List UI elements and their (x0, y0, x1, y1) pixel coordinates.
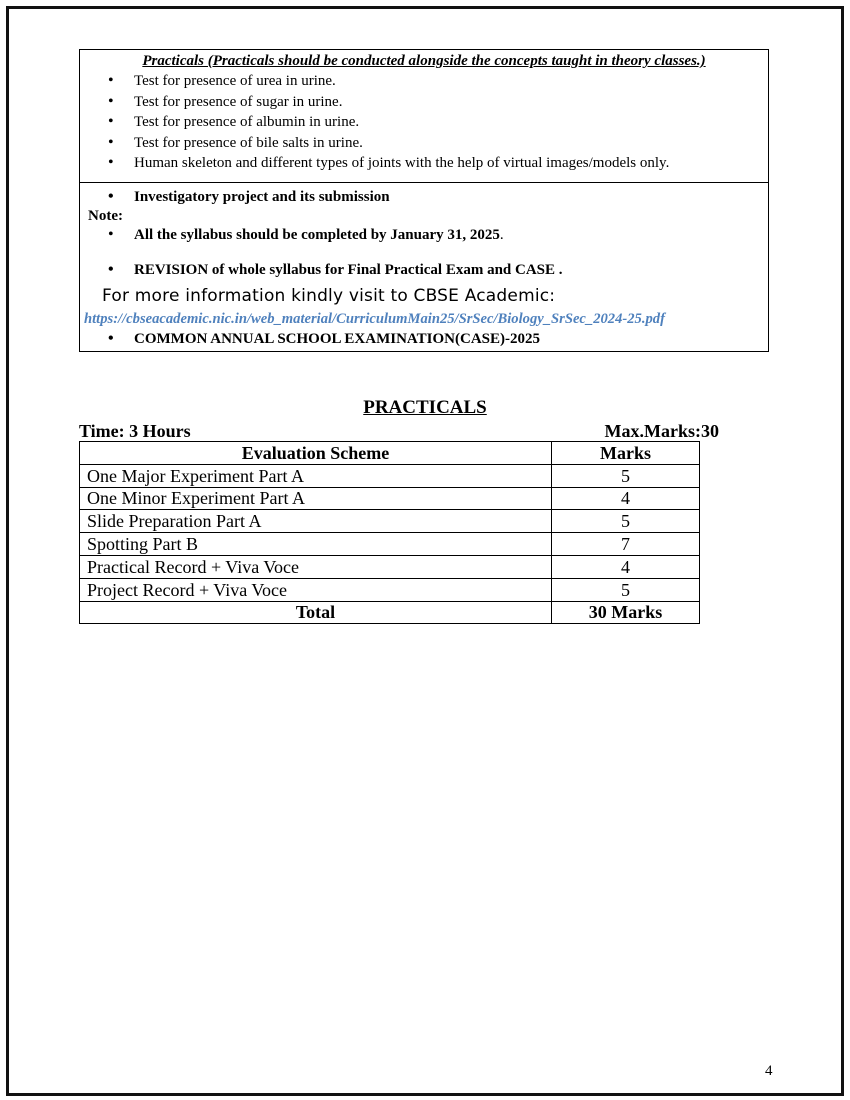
time-label: Time: 3 Hours (79, 421, 191, 441)
case-item: • COMMON ANNUAL SCHOOL EXAMINATION(CASE)-2025 (80, 329, 768, 350)
scheme-cell: Practical Record + Viva Voce (80, 555, 552, 578)
table-header-row (80, 442, 700, 465)
note-label: Note: (88, 208, 123, 224)
list-item: • Test for presence of urea in urine. (80, 71, 768, 92)
total-marks: 30 Marks (552, 601, 700, 624)
marks-cell: 5 (552, 464, 700, 487)
evaluation-scheme-header: Evaluation Scheme (80, 442, 552, 465)
table-row (80, 487, 700, 510)
project-list (80, 187, 768, 208)
list-item: • Test for presence of sugar in urine. (80, 92, 768, 113)
case-list (80, 329, 768, 350)
scheme-cell: Spotting Part B (80, 533, 552, 556)
list-item: • Human skeleton and different types of joints with the help of virtual images/models only. (80, 153, 768, 174)
practicals-list-section (80, 50, 768, 183)
marks-cell: 4 (552, 555, 700, 578)
scheme-cell: Project Record + Viva Voce (80, 578, 552, 601)
page-number: 4 (765, 1063, 773, 1079)
notes-section (80, 183, 768, 351)
syllabus-deadline-text: All the syllabus should be completed by January 31, 2025 (134, 227, 500, 243)
note-list (80, 225, 768, 246)
evaluation-table (79, 441, 700, 624)
scheme-cell: Slide Preparation Part A (80, 510, 552, 533)
total-label: Total (80, 601, 552, 624)
cbse-academic-link[interactable]: https://cbseacademic.nic.in/web_material/CurriculumMain25/SrSec/Biology_SrSec_2024-25.pdf (84, 311, 665, 327)
table-row (80, 533, 700, 556)
marks-header: Marks (552, 442, 700, 465)
project-item: • Investigatory project and its submission (80, 187, 768, 208)
table-row (80, 578, 700, 601)
table-row (80, 555, 700, 578)
practicals-list (80, 71, 768, 174)
list-item: • Test for presence of albumin in urine. (80, 112, 768, 133)
marks-cell: 5 (552, 578, 700, 601)
revision-item: • REVISION of whole syllabus for Final Practical Exam and CASE . (80, 260, 768, 281)
syllabus-box (79, 49, 769, 352)
table-row (80, 464, 700, 487)
total-row (80, 601, 700, 624)
scheme-cell: One Minor Experiment Part A (80, 487, 552, 510)
scheme-cell: One Major Experiment Part A (80, 464, 552, 487)
marks-cell: 5 (552, 510, 700, 533)
marks-cell: 7 (552, 533, 700, 556)
max-marks-label: Max.Marks:30 (604, 421, 719, 441)
practicals-heading: Practicals (Practicals should be conducted alongside the concepts taught in theory classes.) (142, 53, 706, 69)
list-item: • Test for presence of bile salts in urine. (80, 133, 768, 154)
revision-list (80, 260, 768, 281)
syllabus-deadline-tail: . (499, 227, 504, 243)
table-row (80, 510, 700, 533)
practicals-title: PRACTICALS (363, 397, 487, 418)
marks-cell: 4 (552, 487, 700, 510)
info-text: For more information kindly visit to CBSE Academic: (102, 286, 556, 306)
syllabus-deadline-item (80, 225, 768, 246)
time-marks-line (79, 420, 719, 442)
